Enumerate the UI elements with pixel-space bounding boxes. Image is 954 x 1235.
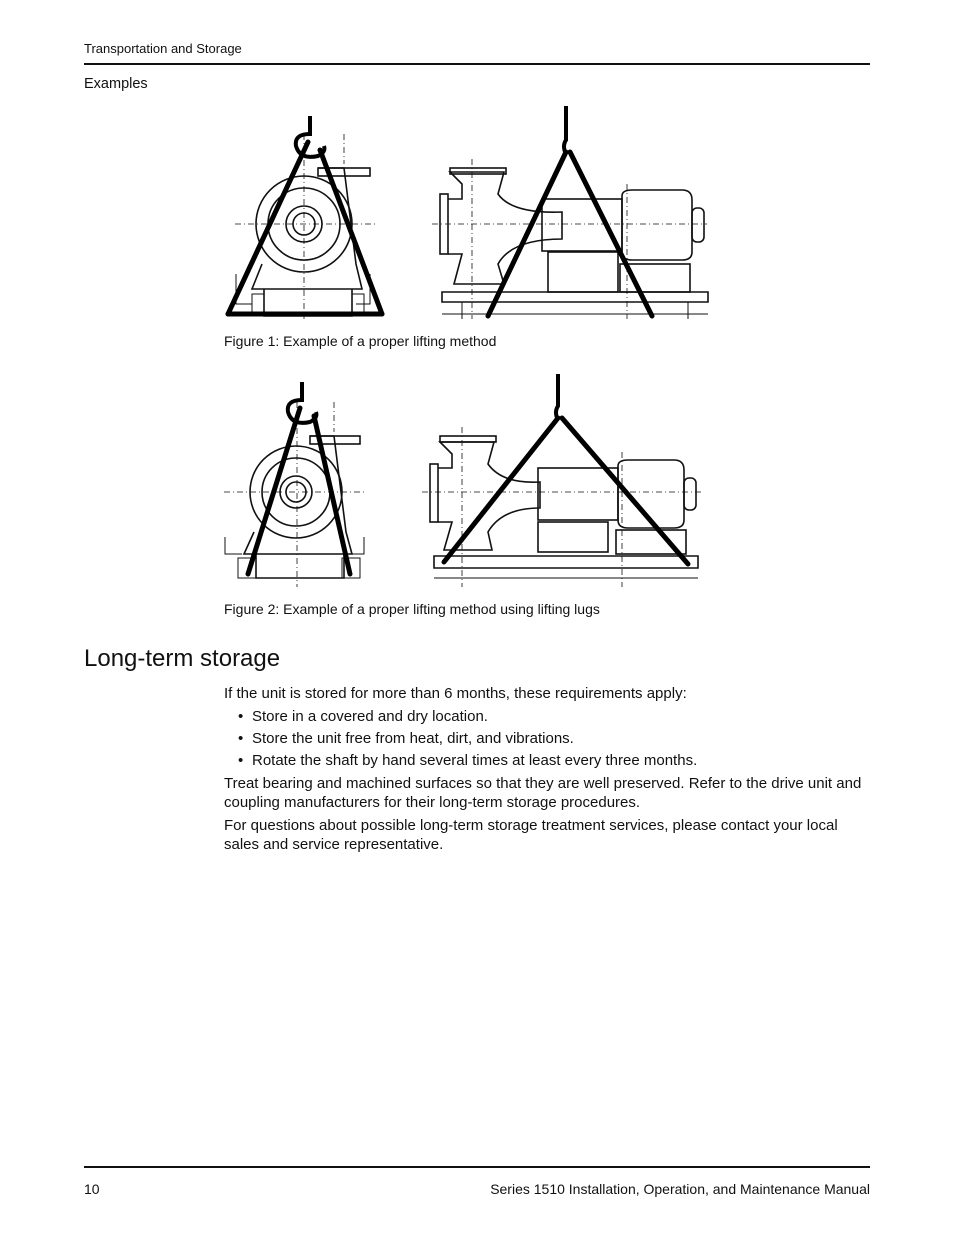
figure-1-caption: Figure 1: Example of a proper lifting method: [224, 333, 497, 349]
section-title: Long-term storage: [84, 645, 281, 672]
header-rule: [84, 63, 870, 65]
preservation-paragraph: Treat bearing and machined surfaces so that they are well preserved. Refer to the drive unit and coupling manufacturers for their long-term storage procedures.: [224, 775, 862, 811]
requirements-list: [224, 707, 864, 770]
sling-figure-2-right: [444, 374, 688, 564]
sling-figure-1-left: [228, 116, 382, 314]
bullet-icon: •: [238, 708, 244, 725]
figure-1-illustration: [222, 104, 712, 324]
list-item: • Rotate the shaft by hand several times at least every three months.: [238, 752, 698, 769]
examples-label: Examples: [84, 76, 148, 92]
contact-paragraph: For questions about possible long-term storage treatment services, please contact your local sales and service representative.: [224, 817, 838, 853]
intro-paragraph: If the unit is stored for more than 6 months, these requirements apply:: [224, 685, 687, 702]
manual-title: Series 1510 Installation, Operation, and Maintenance Manual: [490, 1181, 870, 1197]
section-body: [224, 684, 864, 858]
figure-2-illustration: [222, 372, 712, 592]
bullet-icon: •: [238, 730, 244, 747]
sling-figure-2-left: [248, 382, 350, 574]
sling-figure-1-right: [488, 106, 652, 316]
page-number: 10: [84, 1181, 100, 1197]
footer-rule: [84, 1166, 870, 1168]
bullet-icon: •: [238, 752, 244, 769]
pump-side-view: [432, 159, 708, 319]
running-header: Transportation and Storage: [84, 41, 242, 56]
pump-end-view: [227, 134, 382, 319]
list-item: • Store in a covered and dry location.: [238, 708, 488, 725]
list-item: • Store the unit free from heat, dirt, and vibrations.: [238, 730, 574, 747]
pump-side-view-lugs: [422, 427, 702, 587]
figure-2-caption: Figure 2: Example of a proper lifting method using lifting lugs: [224, 601, 600, 617]
